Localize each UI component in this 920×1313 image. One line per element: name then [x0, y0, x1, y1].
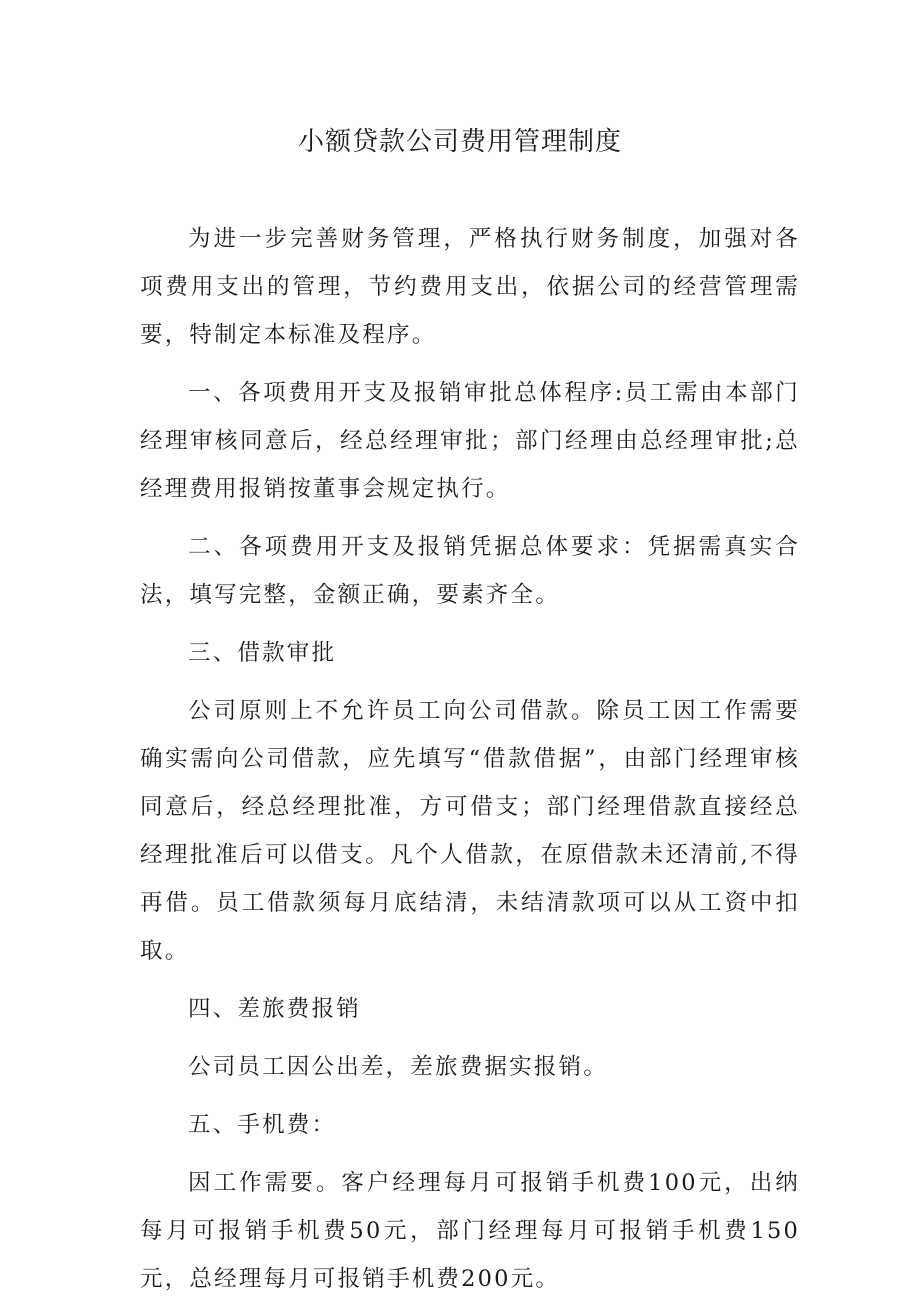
section-5-paragraph: 因工作需要。客户经理每月可报销手机费100元，出纳每月可报销手机费50元，部门经理每月可报销手机费150元，总经理每月可报销手机费200元。 — [140, 1170, 800, 1292]
intro-paragraph: 为进一步完善财务管理，严格执行财务制度，加强对各项费用支出的管理，节约费用支出，依据公司的经营管理需要，特制定本标准及程序。 — [140, 226, 800, 348]
section-1-paragraph: 一、各项费用开支及报销审批总体程序:员工需由本部门经理审核同意后，经总经理审批；部门经理由总经理审批;总经理费用报销按董事会规定执行。 — [140, 380, 800, 502]
section-4-paragraph: 公司员工因公出差，差旅费据实报销。 — [188, 1054, 608, 1080]
section-3-paragraph: 公司原则上不允许员工向公司借款。除员工因工作需要确实需向公司借款，应先填写“借款借据”，由部门经理审核同意后，经总经理批准，方可借支；部门经理借款直接经总经理批准后可以借支。凡个人借款，在原借款未还清前,不得再借。员工借款须每月底结清，未结清款项可以从工资中扣取。 — [140, 698, 800, 964]
section-2-paragraph: 二、各项费用开支及报销凭据总体要求：凭据需真实合法，填写完整，金额正确，要素齐全。 — [140, 534, 800, 608]
section-5-heading: 五、手机费： — [188, 1112, 337, 1138]
document-body — [140, 215, 800, 1313]
section-4-heading: 四、差旅费报销 — [188, 996, 361, 1022]
document-title: 小额贷款公司费用管理制度 — [297, 127, 622, 157]
section-3-heading: 三、借款审批 — [188, 640, 337, 666]
